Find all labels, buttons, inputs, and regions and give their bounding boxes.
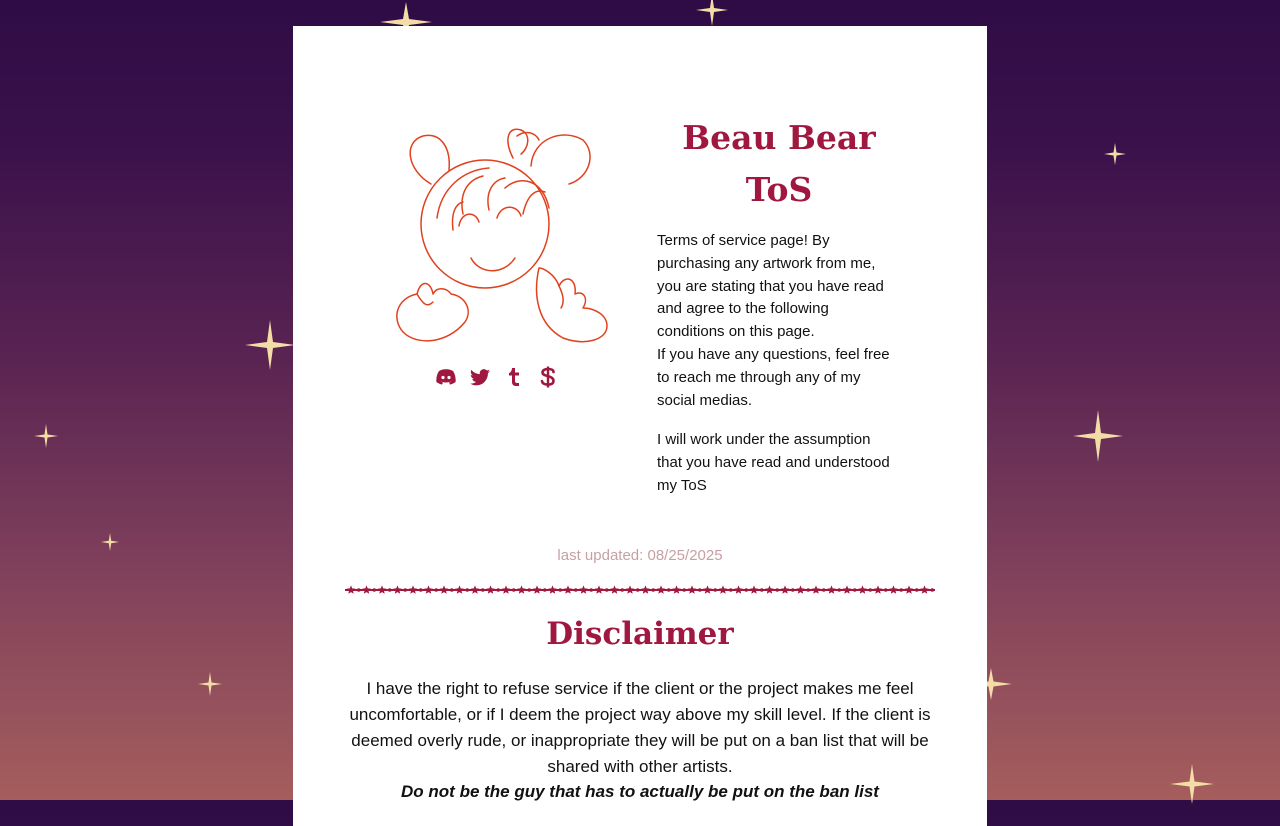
social-links bbox=[435, 366, 559, 388]
twitter-icon[interactable] bbox=[469, 366, 491, 388]
intro-paragraph: I will work under the assumption that you have read and understood my ToS bbox=[657, 431, 890, 494]
last-updated-text: last updated: 08/25/2025 bbox=[557, 547, 723, 564]
character-sketch-image bbox=[393, 118, 615, 350]
sparkle-icon bbox=[696, 0, 728, 26]
tos-card bbox=[293, 26, 987, 826]
disclaimer-text: I have the right to refuse service if the client or the project makes me feel uncomfortable, or if I deem the project way above my skill level. If the client is deemed overly rude, or inappropriate they will be put on a ban list that will be shared with other artists. bbox=[349, 679, 931, 776]
tumblr-icon[interactable] bbox=[503, 366, 525, 388]
disclaimer-heading: Disclaimer bbox=[546, 616, 734, 652]
sparkle-icon bbox=[198, 672, 222, 696]
title-line-1: Beau Bear bbox=[682, 118, 876, 157]
sparkle-icon bbox=[1073, 410, 1123, 462]
title-line-2: ToS bbox=[745, 170, 813, 209]
discord-icon[interactable] bbox=[435, 366, 457, 388]
ban-list-warning: Do not be the guy that has to actually be put on the ban list bbox=[401, 782, 879, 801]
sparkle-icon bbox=[1104, 143, 1126, 165]
sparkle-icon bbox=[34, 424, 58, 448]
page-title bbox=[673, 112, 885, 216]
intro-paragraph: Terms of service page! By purchasing any artwork from me, you are stating that you have read and agree to the following conditions on this page. bbox=[657, 232, 884, 341]
star-divider bbox=[345, 585, 935, 595]
sparkle-icon bbox=[1170, 764, 1214, 804]
sparkle-icon bbox=[245, 320, 295, 370]
sparkle-icon bbox=[101, 533, 119, 551]
dollar-icon[interactable] bbox=[537, 366, 559, 388]
intro-text bbox=[657, 230, 897, 498]
intro-paragraph: If you have any questions, feel free to reach me through any of my social medias. bbox=[657, 345, 890, 409]
